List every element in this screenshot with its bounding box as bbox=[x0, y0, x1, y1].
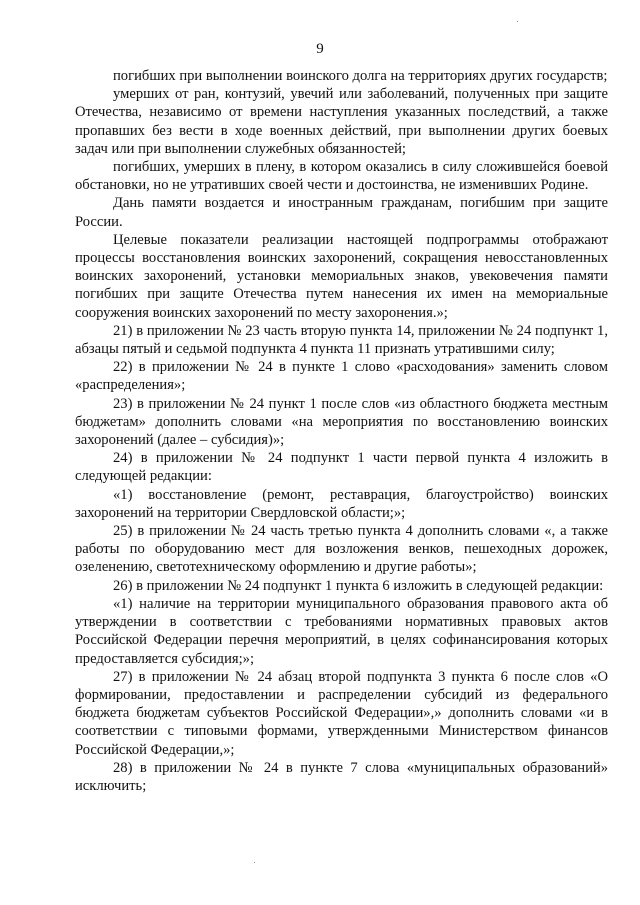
scan-artifact bbox=[254, 862, 255, 863]
paragraph: 25) в приложении № 24 часть третью пункта 4 дополнить словами «, а также работы по оборудованию мест для возложения венков, пешеходных дорожек, озеленению, светотехническому оформлению и другие работы»; bbox=[75, 523, 608, 576]
paragraph: Целевые показатели реализации настоящей подпрограммы отображают процессы восстановления воинских захоронений, сокращения невосстановленных воинских захоронений, установки мемориальных знаков, увековечения памяти погибших при защите Отечества путем нанесения их имен на мемориальные сооружения воинских захоронений по месту захоронения.»; bbox=[75, 231, 608, 321]
scan-artifact bbox=[517, 21, 518, 22]
paragraph: 27) в приложении № 24 абзац второй подпункта 3 пункта 6 после слов «О формировании, предоставлении и распределении субсидий из федерального бюджета бюджетам субъектов Российской Федерации»,» дополнить словами «и в соответствии с типовыми формами, утвержденными Министерством финансов Российской Федерации,»; bbox=[75, 668, 608, 758]
paragraph: 22) в приложении № 24 в пункте 1 слово «расходования» заменить словом «распределения»; bbox=[75, 359, 608, 394]
paragraph: «1) восстановление (ремонт, реставрация, благоустройство) воинских захоронений на территории Свердловской области;»; bbox=[75, 486, 608, 521]
paragraph: 23) в приложении № 24 пункт 1 после слов «из областного бюджета местным бюджетам» дополнить словами «на мероприятия по восстановлению воинских захоронений (далее – субсидия)»; bbox=[75, 395, 608, 449]
paragraph: Дань памяти воздается и иностранным гражданам, погибшим при защите России. bbox=[75, 195, 608, 230]
page-number: 9 bbox=[316, 41, 324, 57]
paragraph: 26) в приложении № 24 подпункт 1 пункта 6 изложить в следующей редакции: bbox=[113, 577, 604, 594]
paragraph: «1) наличие на территории муниципального образования правового акта об утверждении в соответствии с требованиями нормативных правовых актов Российской Федерации перечня мероприятий, в целях софинансирования которых предоставляется субсидия;»; bbox=[75, 595, 608, 667]
document-body bbox=[75, 67, 608, 795]
paragraph: 28) в приложении № 24 в пункте 7 слова «муниципальных образований» исключить; bbox=[75, 759, 608, 794]
paragraph: умерших от ран, контузий, увечий или заболеваний, полученных при защите Отечества, независимо от времени наступления указанных последствий, а также пропавших без вести в ходе военных действий, при выполнении других боевых задач или при выполнении служебных обязанностей; bbox=[75, 86, 608, 157]
paragraph: погибших при выполнении воинского долга на территориях других государств; bbox=[113, 68, 608, 84]
paragraph: 21) в приложении № 23 часть вторую пункта 14, приложении № 24 подпункт 1, абзацы пятый и седьмой подпункта 4 пункта 11 признать утратившими силу; bbox=[75, 322, 608, 358]
paragraph: погибших, умерших в плену, в котором оказались в силу сложившейся боевой обстановки, но не утративших своей чести и достоинства, не изменивших Родине. bbox=[75, 159, 608, 194]
paragraph: 24) в приложении № 24 подпункт 1 части первой пункта 4 изложить в следующей редакции: bbox=[75, 450, 608, 485]
